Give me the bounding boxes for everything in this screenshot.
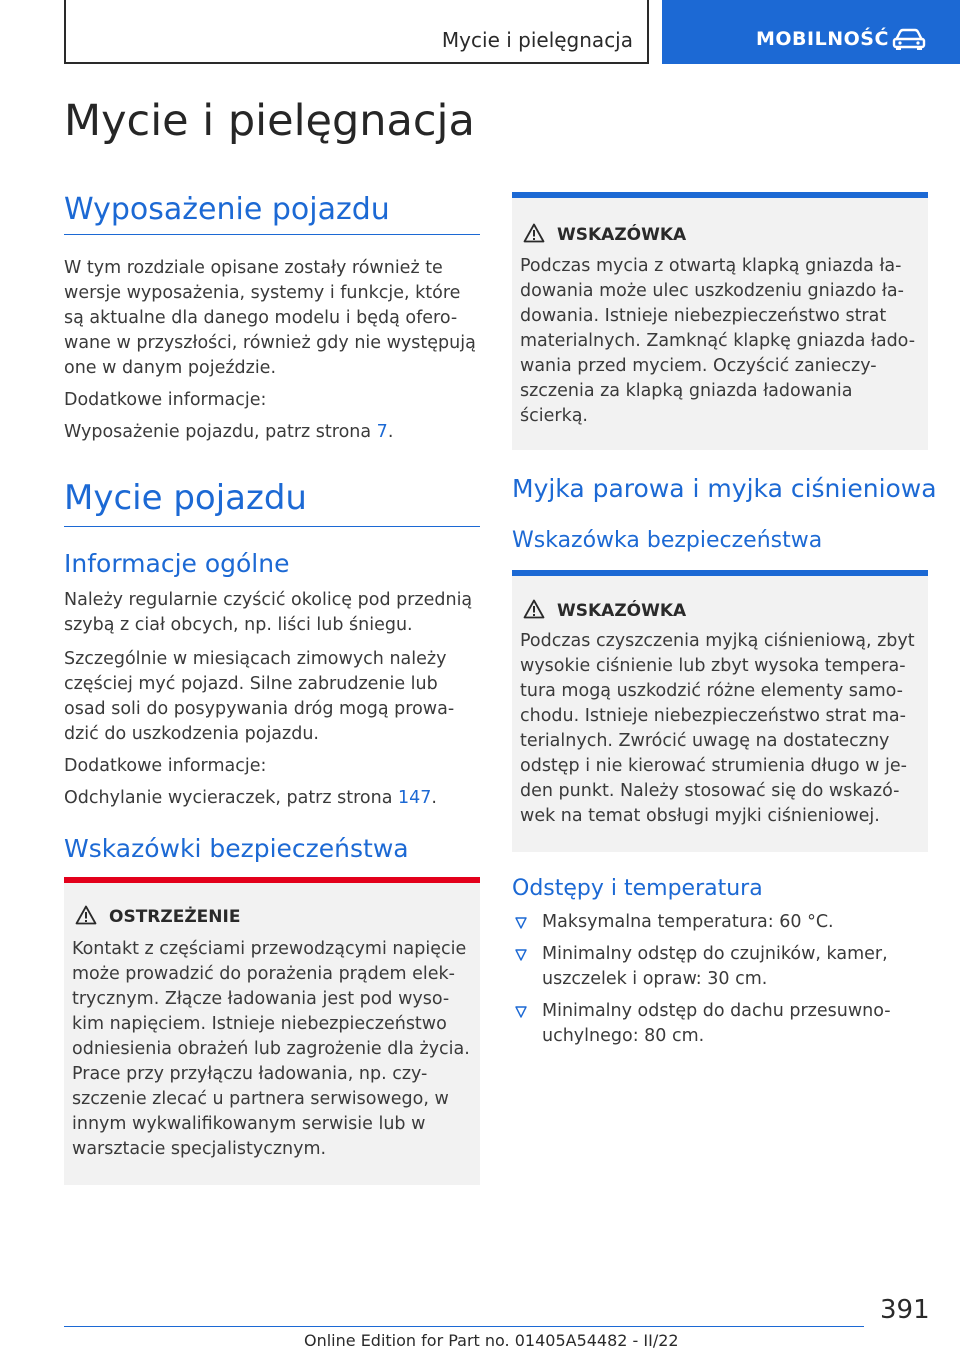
text-line: W tym rozdziale opisane zostały również te (64, 258, 443, 278)
steam-cleaner-heading: Myjka parowa i myjka ciśnieniowa (512, 474, 937, 503)
page-title: Mycie i pielęgnacja (64, 96, 475, 146)
reference-end: . (387, 422, 394, 442)
text-line: wania przed myciem. Oczyścić zanieczy- (520, 356, 877, 376)
note-box-pressure-washer (512, 570, 928, 852)
text-line: szczenia za klapką gniazda ładowania (520, 381, 853, 401)
note-text (520, 629, 930, 829)
general-paragraph-1 (64, 588, 484, 638)
text-line: dowania. Istnieje niebezpieczeństwo strat (520, 306, 887, 326)
text-line: szczenie zlecać u partnera serwisowego, w (72, 1089, 449, 1109)
text-line: Maksymalna temperatura: 60 °C. (542, 912, 834, 932)
washing-reference (64, 786, 437, 811)
text-line: dzić do uszkodzenia pojazdu. (64, 724, 319, 744)
washing-more-info: Dodatkowe informacje: (64, 756, 267, 776)
page-number: 391 (880, 1295, 930, 1325)
note-title: WSKAZÓWKA (557, 601, 687, 621)
header-section-title: Mycie i pielęgnacja (441, 28, 633, 52)
list-item-text (542, 910, 932, 935)
text-line: tura mogą uszkodzić różne elementy samo- (520, 681, 903, 701)
reference-text: Odchylanie wycieraczek, patrz strona (64, 788, 399, 808)
reference-text: Wyposażenie pojazdu, patrz strona (64, 422, 377, 442)
header-section-box (64, 0, 649, 64)
text-line: Minimalny odstęp do czujników, kamer, (542, 944, 888, 964)
text-line: materialnych. Zamknąć klapkę gniazda łado- (520, 331, 916, 351)
warning-text (72, 937, 482, 1162)
text-line: uszczelek i opraw: 30 cm. (542, 969, 768, 989)
triangle-bullet-icon (514, 1005, 528, 1019)
text-line: ścierką. (520, 406, 588, 426)
note-text (520, 254, 930, 429)
header-chapter-label: MOBILNOŚĆ (756, 28, 889, 50)
footer-edition: Online Edition for Part no. 01405A54482 - II/22 (304, 1331, 679, 1350)
text-line: one w danym pojeździe. (64, 358, 277, 378)
text-line: wersje wyposażenia, systemy i funkcje, które (64, 283, 461, 303)
note-title: WSKAZÓWKA (557, 225, 687, 245)
equipment-paragraph (64, 256, 484, 381)
text-line: terialnych. Zwrócić uwagę na dostateczny (520, 731, 890, 751)
text-line: szybą z ciał obcych, np. liści lub śniegu. (64, 615, 413, 635)
text-line: osad soli do posypywania dróg mogą prowa- (64, 699, 455, 719)
text-line: są aktualne dla danego modelu i będą ofero- (64, 308, 458, 328)
note-bar (512, 192, 928, 198)
warning-box (64, 877, 480, 1185)
header-chapter-box[interactable] (662, 0, 960, 64)
warning-bar (64, 877, 480, 883)
equipment-reference (64, 420, 393, 445)
equipment-rule (64, 234, 480, 235)
text-line: Kontakt z częściami przewodzącymi napięcie (72, 939, 467, 959)
list-item-text (542, 942, 932, 992)
text-line: Minimalny odstęp do dachu przesuwno- (542, 1001, 891, 1021)
warning-triangle-icon (523, 599, 545, 619)
general-paragraph-2 (64, 647, 484, 747)
list-item-text (542, 999, 932, 1049)
warning-triangle-icon (75, 905, 97, 925)
washing-heading: Mycie pojazdu (64, 478, 307, 518)
text-line: innym wykwalifikowanym serwisie lub w (72, 1114, 426, 1134)
warning-title: OSTRZEŻENIE (109, 907, 241, 927)
general-info-heading: Informacje ogólne (64, 549, 290, 578)
note-bar (512, 570, 928, 576)
triangle-bullet-icon (514, 916, 528, 930)
text-line: dowania może ulec uszkodzeniu gniazdo ła- (520, 281, 904, 301)
text-line: Należy regularnie czyścić okolicę pod przednią (64, 590, 473, 610)
text-line: wysokie ciśnienie lub zbyt wysoka tempera- (520, 656, 906, 676)
text-line: Podczas mycia z otwartą klapką gniazda ła- (520, 256, 902, 276)
equipment-more-info: Dodatkowe informacje: (64, 390, 267, 410)
text-line: trycznym. Złącze ładowania jest pod wyso- (72, 989, 450, 1009)
text-line: częściej myć pojazd. Silne zabrudzenie lub (64, 674, 438, 694)
car-icon (892, 28, 926, 52)
footer-rule (64, 1326, 864, 1327)
note-box-charging-flap (512, 192, 928, 450)
triangle-bullet-icon (514, 948, 528, 962)
text-line: odstęp i nie kierować strumienia długo w je- (520, 756, 907, 776)
page-link-7[interactable]: 7 (376, 422, 388, 442)
text-line: wane w przyszłości, również gdy nie występują (64, 333, 476, 353)
text-line: uchylnego: 80 cm. (542, 1026, 705, 1046)
washing-rule (64, 526, 480, 527)
text-line: warsztacie specjalistycznym. (72, 1139, 327, 1159)
text-line: kim napięciem. Istnieje niebezpieczeństwo (72, 1014, 447, 1034)
page-link-147[interactable]: 147 (398, 788, 432, 808)
text-line: odniesienia obrażeń lub zagrożenie dla życia. (72, 1039, 470, 1059)
text-line: może prowadzić do porażenia prądem elek- (72, 964, 455, 984)
distances-heading: Odstępy i temperatura (512, 876, 763, 901)
text-line: Podczas czyszczenia myjką ciśnieniową, zbyt (520, 631, 915, 651)
warning-triangle-icon (523, 223, 545, 243)
reference-end: . (431, 788, 437, 808)
equipment-heading: Wyposażenie pojazdu (64, 192, 390, 227)
text-line: den punkt. Należy stosować się do wskazó- (520, 781, 900, 801)
text-line: chodu. Istnieje niebezpieczeństwo strat ma- (520, 706, 906, 726)
safety-heading: Wskazówki bezpieczeństwa (64, 834, 409, 863)
steam-safety-heading: Wskazówka bezpieczeństwa (512, 528, 823, 553)
text-line: wek na temat obsługi myjki ciśnieniowej. (520, 806, 880, 826)
text-line: Szczególnie w miesiącach zimowych należy (64, 649, 447, 669)
text-line: Prace przy przyłączu ładowania, np. czy- (72, 1064, 428, 1084)
